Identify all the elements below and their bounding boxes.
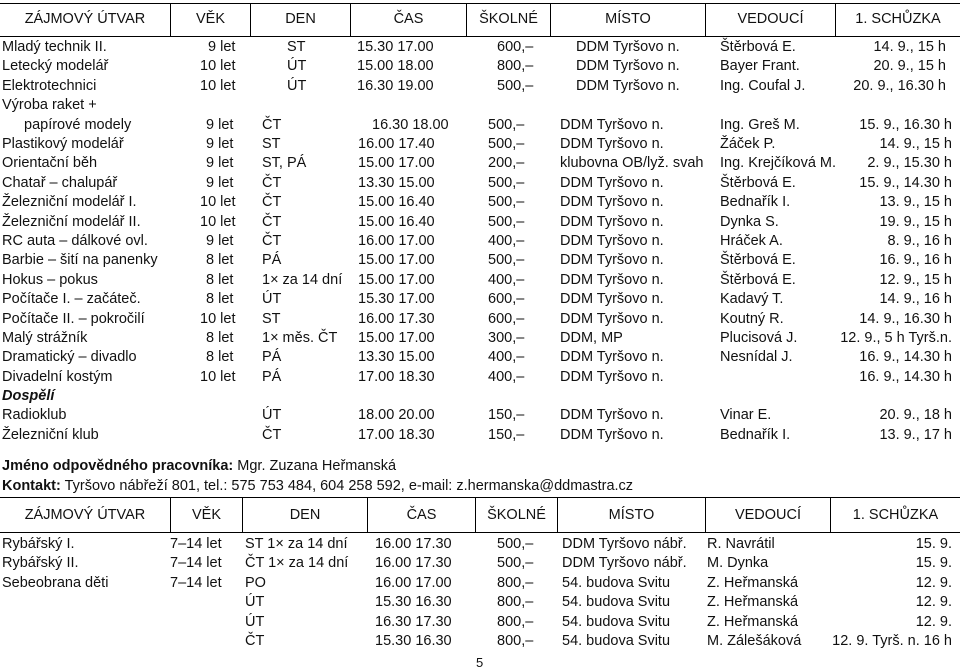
cell-text: Jméno odpovědného pracovníka:	[2, 458, 234, 474]
cell-text: 15.00 17.00	[358, 155, 435, 172]
cell-text: Rybářský II.	[2, 555, 79, 572]
cell-text: 9 let	[206, 116, 234, 133]
cell-text: DDM Tyršovo n.	[576, 58, 680, 75]
cell-text: 9 let	[206, 155, 234, 172]
cell-text: 7–14 let	[170, 555, 222, 572]
cell-text: 16.00 17.30	[375, 555, 452, 572]
cell-text: Štěrbová E.	[720, 174, 796, 191]
cell-text: 400,–	[488, 349, 525, 366]
cell-text: ST 1× za 14 dní	[245, 536, 348, 552]
cell-text: DDM Tyršovo n.	[560, 252, 664, 269]
table-header-2	[0, 497, 960, 533]
contact-line	[2, 478, 633, 494]
cell-text: 12. 9. Tyrš. n. 16 h	[832, 632, 952, 649]
cell-text: Železniční modelář II.	[2, 213, 141, 230]
cell-text: Dospělí	[2, 388, 55, 405]
cell-text: Kontakt:	[2, 478, 61, 494]
cell-text: DDM Tyršovo n.	[560, 271, 664, 288]
cell-text: 16.00 17.30	[358, 310, 435, 327]
cell-text: 600,–	[488, 310, 525, 327]
cell-text: 20. 9., 18 h	[879, 407, 952, 424]
cell-text: 54. budova Svitu	[562, 613, 671, 630]
cell-text: Železniční klub	[2, 426, 99, 443]
cell-text: RC auta – dálkové ovl.	[2, 232, 148, 249]
cell-text: 54. budova Svitu	[562, 632, 671, 649]
cell-text: 54. budova Svitu	[562, 594, 671, 611]
cell-text: 500,–	[497, 77, 534, 94]
table-row	[0, 154, 960, 173]
cell-text: Orientační běh	[2, 155, 98, 172]
cell-text: 600,–	[497, 39, 534, 55]
cell-text: Mladý technik II.	[2, 39, 107, 55]
cell-text: 9 let	[208, 39, 236, 55]
cell-text: Hokus – pokus	[2, 271, 98, 288]
cell-text: klubovna OB/lyž. svah	[560, 155, 704, 172]
table-row	[0, 554, 960, 573]
cell-text: 16.30 18.00	[372, 116, 449, 133]
cell-text: 15.00 17.00	[358, 329, 435, 346]
cell-text: DDM Tyršovo n.	[560, 291, 664, 308]
table-row	[0, 38, 960, 57]
cell-text: PÁ	[262, 349, 282, 366]
responsible-person	[2, 458, 396, 474]
cell-text: 16.00 17.00	[375, 574, 452, 591]
table-row	[0, 310, 960, 329]
cell-text: 13. 9., 17 h	[879, 426, 952, 443]
cell-text: 2. 9., 15.30 h	[867, 155, 952, 172]
cell-text: Mgr. Zuzana Heřmanská	[237, 458, 397, 474]
cell-text: ST	[287, 39, 306, 55]
cell-text: ST	[262, 135, 281, 152]
table-row	[0, 574, 960, 593]
table-row	[0, 251, 960, 270]
cell-text: 500,–	[488, 174, 525, 191]
cell-text: ÚT	[287, 58, 307, 75]
cell-text: 1× za 14 dní	[262, 271, 343, 288]
table-row	[0, 348, 960, 367]
cell-text: 14. 9., 16 h	[879, 291, 952, 308]
cell-text: Nesnídal J.	[720, 349, 793, 366]
cell-text: Z. Heřmanská	[707, 613, 799, 630]
cell-text: DDM Tyršovo n.	[560, 232, 664, 249]
cell-text: 14. 9., 15 h	[873, 39, 946, 55]
cell-text: Plucisová J.	[720, 329, 798, 346]
table-row	[0, 632, 960, 651]
cell-text: ÚT	[245, 594, 265, 611]
cell-text: 150,–	[488, 407, 525, 424]
cell-text: 300,–	[488, 329, 525, 346]
cell-text: DDM Tyršovo n.	[560, 368, 664, 385]
cell-text: Koutný R.	[720, 310, 784, 327]
cell-text: Elektrotechnici	[2, 77, 97, 94]
table-row	[0, 96, 960, 115]
cell-text: 16.00 17.30	[375, 536, 452, 552]
cell-text: M. Zálešáková	[707, 632, 802, 649]
cell-text: 15.30 17.00	[358, 291, 435, 308]
col-header-time: ČAS	[350, 4, 466, 36]
cell-text: 13. 9., 15 h	[879, 194, 952, 211]
cell-text: 10 let	[200, 77, 236, 94]
table-row	[0, 232, 960, 251]
cell-text: Výroba raket +	[2, 97, 97, 114]
cell-text: 500,–	[488, 194, 525, 211]
cell-text: DDM Tyršovo n.	[560, 407, 664, 424]
cell-text: 15. 9.	[915, 555, 952, 572]
cell-text: 15.00 18.00	[357, 58, 434, 75]
cell-text: 12. 9.	[915, 613, 952, 630]
cell-text: 54. budova Svitu	[562, 574, 671, 591]
cell-text: ČT	[262, 213, 282, 230]
cell-text: 15.30 16.30	[375, 632, 452, 649]
cell-text: PO	[245, 574, 266, 591]
cell-text: 17.00 18.30	[358, 368, 435, 385]
cell-text: 18.00 20.00	[358, 407, 435, 424]
cell-text: papírové modely	[24, 116, 132, 133]
cell-text: DDM Tyršovo nábř.	[562, 536, 687, 552]
cell-text: 800,–	[497, 574, 534, 591]
table-row	[0, 57, 960, 76]
cell-text: Ing. Greš M.	[720, 116, 800, 133]
col-header-age: VĚK	[170, 498, 242, 532]
cell-text: 12. 9.	[915, 574, 952, 591]
cell-text: Štěrbová E.	[720, 39, 796, 55]
cell-text: 14. 9., 15 h	[879, 135, 952, 152]
col-header-place: MÍSTO	[557, 498, 705, 532]
table-row	[0, 290, 960, 309]
cell-text: 150,–	[488, 426, 525, 443]
cell-text: 15.30 17.00	[357, 39, 434, 55]
cell-text: Vinar E.	[720, 407, 772, 424]
table-row	[0, 116, 960, 135]
cell-text: 500,–	[497, 536, 534, 552]
cell-text: 16. 9., 14.30 h	[859, 368, 952, 385]
col-header-fee: ŠKOLNÉ	[466, 4, 550, 36]
cell-text: Malý strážník	[2, 329, 88, 346]
cell-text: ST	[262, 310, 281, 327]
cell-text: DDM Tyršovo n.	[576, 77, 680, 94]
cell-text: 9 let	[206, 232, 234, 249]
cell-text: 500,–	[488, 252, 525, 269]
cell-text: ČT	[262, 116, 282, 133]
table-row	[0, 368, 960, 387]
col-header-leader: VEDOUCÍ	[705, 4, 835, 36]
cell-text: 20. 9., 15 h	[873, 58, 946, 75]
cell-text: 16.30 17.30	[375, 613, 452, 630]
table-row	[0, 426, 960, 445]
cell-text: DDM Tyršovo n.	[560, 349, 664, 366]
cell-text: Divadelní kostým	[2, 368, 113, 385]
cell-text: 800,–	[497, 613, 534, 630]
cell-text: 1× měs. ČT	[262, 329, 338, 346]
cell-text: 17.00 18.30	[358, 426, 435, 443]
table-row	[0, 271, 960, 290]
cell-text: 16. 9., 16 h	[879, 252, 952, 269]
cell-text: 10 let	[200, 368, 236, 385]
cell-text: 600,–	[488, 291, 525, 308]
cell-text: 15.00 17.00	[358, 252, 435, 269]
cell-text: 13.30 15.00	[358, 174, 435, 191]
cell-text: 10 let	[200, 213, 236, 230]
cell-text: Letecký modelář	[2, 58, 109, 75]
cell-text: 9 let	[206, 135, 234, 152]
cell-text: 500,–	[488, 213, 525, 230]
cell-text: ČT 1× za 14 dní	[245, 555, 349, 572]
col-header-age: VĚK	[170, 4, 250, 36]
cell-text: 8. 9., 16 h	[887, 232, 952, 249]
cell-text: Chatař – chalupář	[2, 174, 118, 191]
table-body-a	[0, 38, 960, 116]
cell-text: Plastikový modelář	[2, 135, 124, 152]
col-header-activity: ZÁJMOVÝ ÚTVAR	[24, 11, 146, 27]
cell-text: M. Dynka	[707, 555, 769, 572]
cell-text: Počítače I. – začáteč.	[2, 291, 141, 308]
cell-text: ČT	[262, 426, 282, 443]
cell-text: Z. Heřmanská	[707, 594, 799, 611]
cell-text: Barbie – šití na panenky	[2, 252, 158, 269]
cell-text: DDM Tyršovo n.	[560, 426, 664, 443]
cell-text: 7–14 let	[170, 536, 222, 552]
cell-text: Bednařík I.	[720, 426, 791, 443]
cell-text: 800,–	[497, 58, 534, 75]
col-header-day: DEN	[242, 498, 367, 532]
cell-text: Štěrbová E.	[720, 271, 796, 288]
cell-text: 800,–	[497, 632, 534, 649]
cell-text: DDM Tyršovo n.	[560, 174, 664, 191]
table-row	[0, 613, 960, 632]
cell-text: 16.30 19.00	[357, 77, 434, 94]
cell-text: Ing. Krejčíková M.	[720, 155, 837, 172]
cell-text: 13.30 15.00	[358, 349, 435, 366]
table-row	[0, 535, 960, 554]
table-row	[0, 77, 960, 96]
cell-text: Tyršovo nábřeží 801, tel.: 575 753 484, 604 258 592, e-mail: z.hermanska@ddmastra.cz	[64, 478, 634, 494]
cell-text: Počítače II. – pokročilí	[2, 310, 145, 327]
cell-text: DDM Tyršovo n.	[560, 194, 664, 211]
cell-text: ÚT	[262, 291, 282, 308]
col-header-time: ČAS	[367, 498, 475, 532]
cell-text: 15.30 16.30	[375, 594, 452, 611]
cell-text: DDM Tyršovo n.	[576, 39, 680, 55]
table-row	[0, 213, 960, 232]
cell-text: 800,–	[497, 594, 534, 611]
table-row	[0, 593, 960, 612]
cell-text: DDM Tyršovo n.	[560, 135, 664, 152]
cell-text: 10 let	[200, 194, 236, 211]
col-header-activity: ZÁJMOVÝ ÚTVAR	[24, 507, 146, 523]
cell-text: Bayer Frant.	[720, 58, 800, 75]
cell-text: 15. 9., 16.30 h	[859, 116, 952, 133]
cell-text: 16.00 17.00	[358, 232, 435, 249]
cell-text: 8 let	[206, 349, 234, 366]
cell-text: 400,–	[488, 368, 525, 385]
cell-text: ÚT	[262, 407, 282, 424]
cell-text: PÁ	[262, 368, 282, 385]
cell-text: DDM Tyršovo nábř.	[562, 555, 687, 572]
cell-text: Sebeobrana děti	[2, 574, 109, 591]
col-header-fee: ŠKOLNÉ	[475, 498, 557, 532]
col-header-first-meeting: 1. SCHŮZKA	[830, 498, 960, 532]
cell-text: 500,–	[497, 555, 534, 572]
cell-text: 16.00 17.40	[358, 135, 435, 152]
cell-text: Žáček P.	[720, 135, 776, 152]
cell-text: 8 let	[206, 271, 234, 288]
cell-text: 500,–	[488, 135, 525, 152]
cell-text: Ing. Coufal J.	[720, 77, 806, 94]
section-heading	[0, 387, 960, 406]
cell-text: 500,–	[488, 116, 525, 133]
cell-text: 8 let	[206, 291, 234, 308]
cell-text: Dynka S.	[720, 213, 779, 230]
cell-text: PÁ	[262, 252, 282, 269]
cell-text: 10 let	[200, 58, 236, 75]
cell-text: 8 let	[206, 252, 234, 269]
cell-text: 9 let	[206, 174, 234, 191]
table-body-b	[0, 116, 960, 446]
cell-text: ÚT	[287, 77, 307, 94]
col-header-leader: VEDOUCÍ	[705, 498, 830, 532]
col-header-day: DEN	[250, 4, 350, 36]
cell-text: Bednařík I.	[720, 194, 791, 211]
cell-text: DDM, MP	[560, 329, 623, 346]
cell-text: 400,–	[488, 232, 525, 249]
cell-text: 20. 9., 16.30 h	[853, 77, 946, 94]
cell-text: 8 let	[206, 329, 234, 346]
cell-text: 15. 9., 14.30 h	[859, 174, 952, 191]
table-header-1	[0, 3, 960, 37]
cell-text: 15.00 16.40	[358, 194, 435, 211]
cell-text: 12. 9.	[915, 594, 952, 611]
table-row	[0, 406, 960, 425]
cell-text: 14. 9., 16.30 h	[859, 310, 952, 327]
cell-text: ČT	[262, 232, 282, 249]
cell-text: 19. 9., 15 h	[879, 213, 952, 230]
col-header-first-meeting: 1. SCHŮZKA	[835, 4, 960, 36]
cell-text: 15.00 17.00	[358, 271, 435, 288]
cell-text: Radioklub	[2, 407, 67, 424]
col-header-place: MÍSTO	[550, 4, 705, 36]
cell-text: 400,–	[488, 271, 525, 288]
cell-text: DDM Tyršovo n.	[560, 116, 664, 133]
cell-text: DDM Tyršovo n.	[560, 213, 664, 230]
cell-text: Hráček A.	[720, 232, 783, 249]
cell-text: 12. 9., 15 h	[879, 271, 952, 288]
cell-text: 15.00 16.40	[358, 213, 435, 230]
cell-text: 200,–	[488, 155, 525, 172]
cell-text: DDM Tyršovo n.	[560, 310, 664, 327]
cell-text: ST, PÁ	[262, 155, 307, 172]
cell-text: ÚT	[245, 613, 265, 630]
cell-text: ČT	[262, 174, 282, 191]
cell-text: Z. Heřmanská	[707, 574, 799, 591]
cell-text: ČT	[262, 194, 282, 211]
cell-text: ČT	[245, 632, 265, 649]
cell-text: 12. 9., 5 h Tyrš.n.	[840, 329, 952, 346]
cell-text: Rybářský I.	[2, 536, 75, 552]
cell-text: 15. 9.	[915, 536, 952, 552]
table-row	[0, 193, 960, 212]
table-row	[0, 135, 960, 154]
cell-text: R. Navrátil	[707, 536, 775, 552]
table-row	[0, 174, 960, 193]
cell-text: Železniční modelář I.	[2, 194, 137, 211]
page-number: 5	[476, 655, 484, 670]
cell-text: Štěrbová E.	[720, 252, 796, 269]
cell-text: 16. 9., 14.30 h	[859, 349, 952, 366]
cell-text: 7–14 let	[170, 574, 222, 591]
cell-text: Kadavý T.	[720, 291, 784, 308]
cell-text: 10 let	[200, 310, 236, 327]
cell-text: Dramatický – divadlo	[2, 349, 137, 366]
table-body-d	[0, 535, 960, 651]
table-row	[0, 329, 960, 348]
